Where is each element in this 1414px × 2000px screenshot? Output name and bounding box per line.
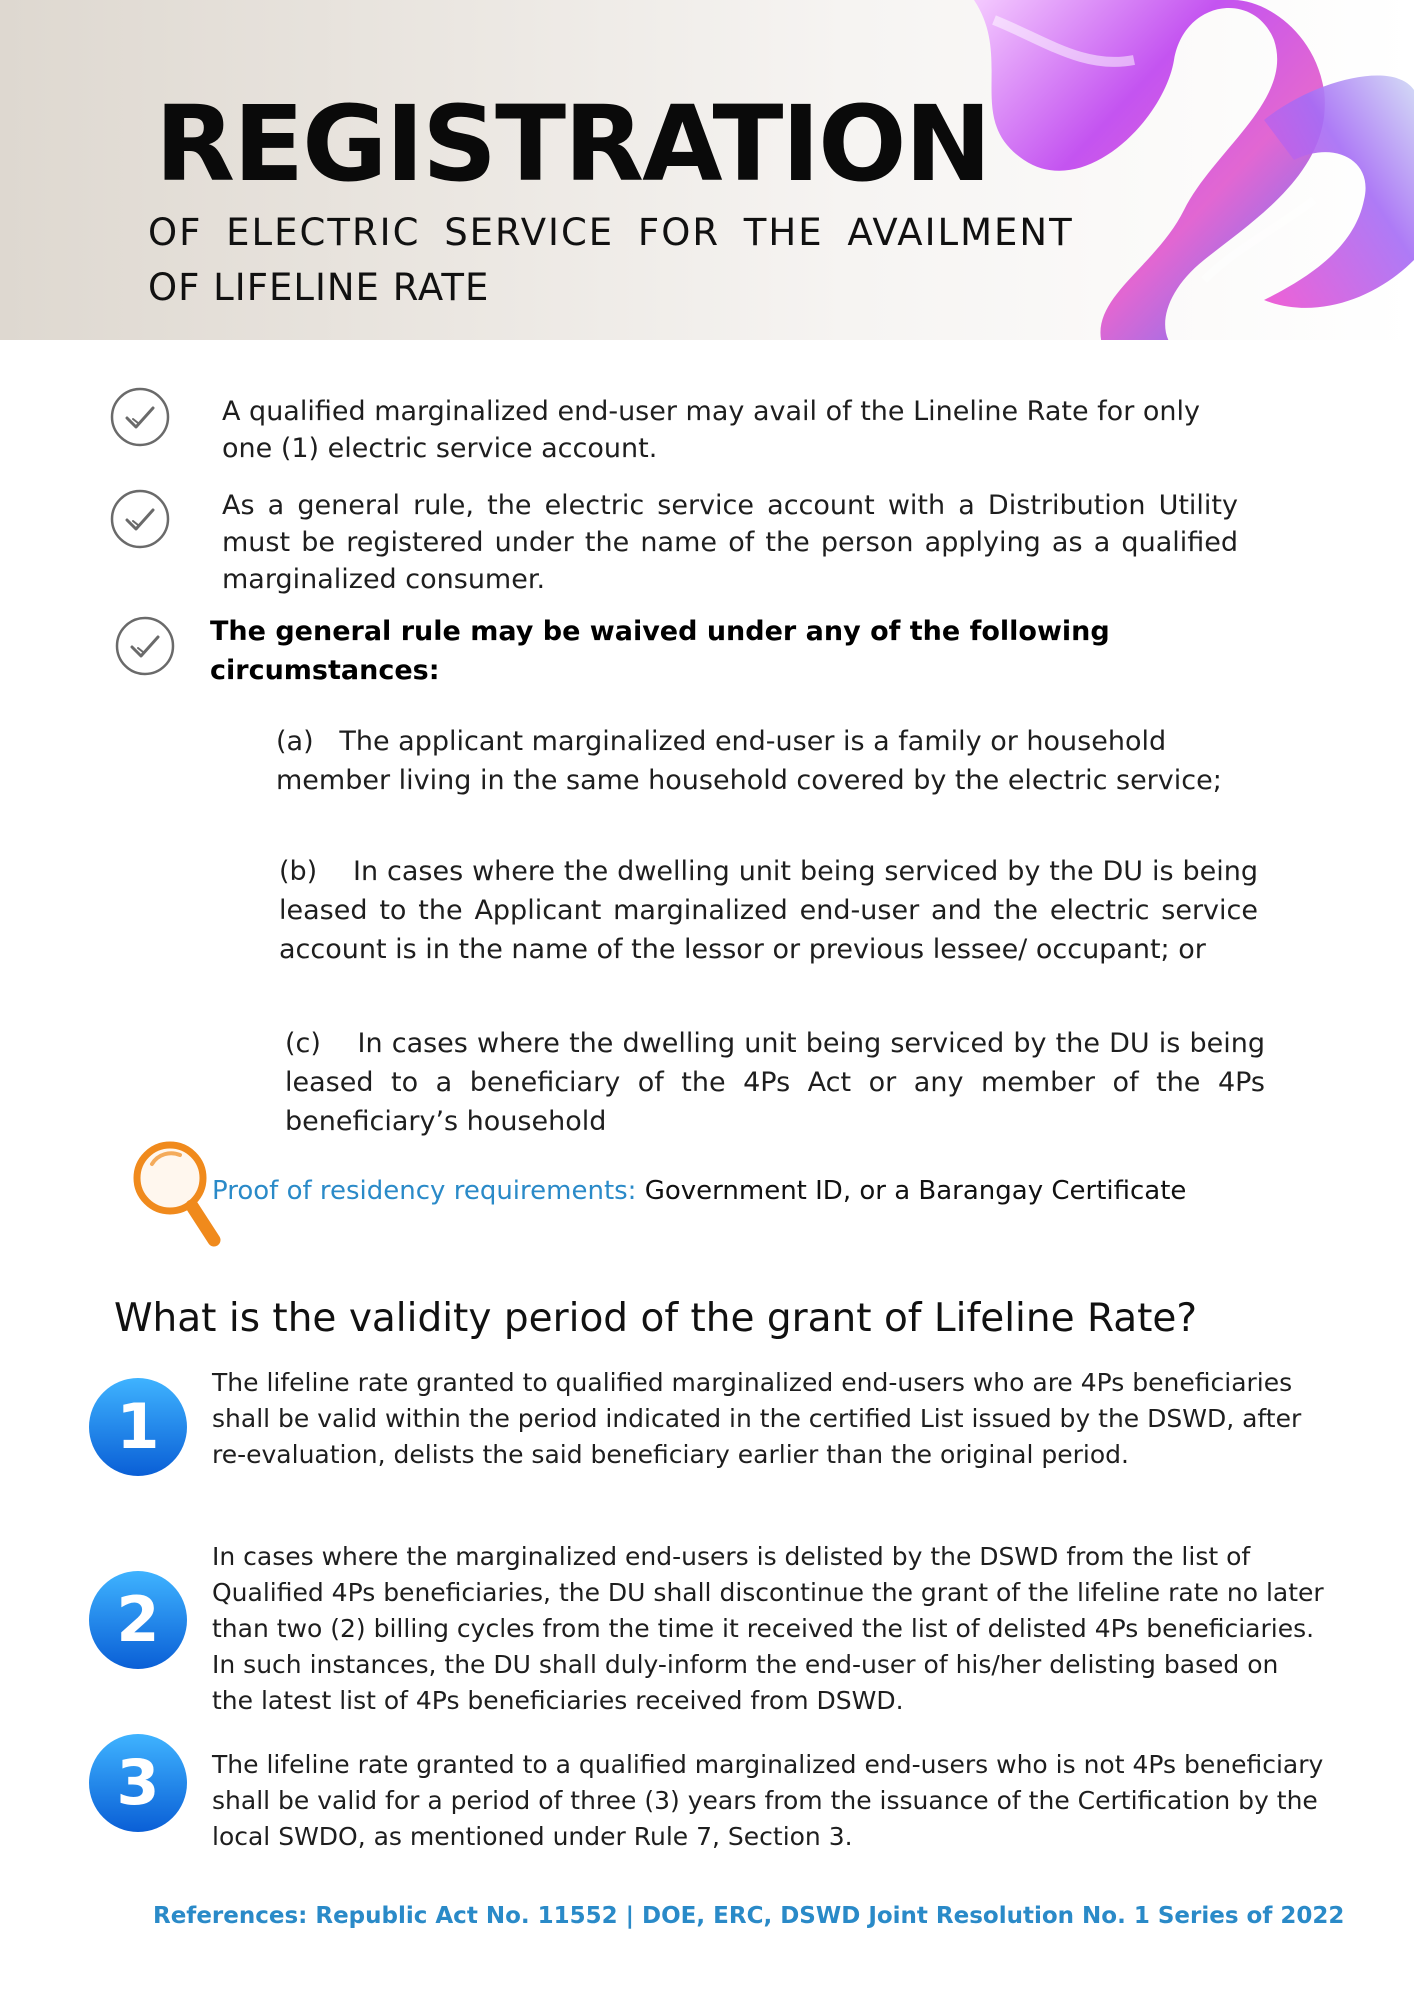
references: References: Republic Act No. 11552 | DOE, ERC, DSWD Joint Resolution No. 1 Series of 2022 bbox=[153, 1903, 1345, 1929]
point-text-1: A qualified marginalized end-user may avail of the Lineline Rate for only one (1) electric service account. bbox=[222, 396, 1200, 464]
number-badge-1-label: 1 bbox=[116, 1390, 160, 1463]
circumstance-a bbox=[276, 722, 1236, 800]
check-circle-icon bbox=[114, 615, 176, 677]
circumstance-c-label: (c) bbox=[285, 1028, 321, 1059]
page-subtitle-line-1: OF ELECTRIC SERVICE FOR THE AVAILMENT bbox=[148, 211, 1074, 254]
point-text-3: The general rule may be waived under any of the following circumstances: bbox=[210, 616, 1110, 686]
number-badge-1 bbox=[88, 1377, 188, 1477]
validity-text-1: The lifeline rate granted to qualified marginalized end-users who are 4Ps beneficiaries shall be valid within the period indicated in the certified List issued by the DSWD, after re-evaluation, delists the said beneficiary earlier than the original period. bbox=[212, 1368, 1302, 1469]
validity-text-2: In cases where the marginalized end-users is delisted by the DSWD from the list of Qualified 4Ps beneficiaries, the DU shall discontinue the grant of the lifeline rate no later than two (2) billing cycles from the time it received the list of delisted 4Ps beneficiaries. In such instances, the DU shall duly-inform the end-user of his/her delisting based on the latest list of 4Ps beneficiaries received from DSWD. bbox=[212, 1542, 1324, 1715]
circumstance-b-text: In cases where the dwelling unit being serviced by the DU is being leased to the Applicant marginalized end-user and the electric service account is in the name of the lessor or previous lessee/ occupant; or bbox=[279, 856, 1258, 965]
page-title: REGISTRATION bbox=[155, 83, 990, 205]
point-text-2: As a general rule, the electric service account with a Distribution Utility must be registered under the name of the person applying as a qualified marginalized consumer. bbox=[222, 490, 1238, 595]
validity-heading: What is the validity period of the grant of Lifeline Rate? bbox=[114, 1296, 1198, 1341]
header-banner bbox=[0, 0, 1414, 340]
check-circle-icon bbox=[109, 386, 171, 448]
circumstance-a-text: The applicant marginalized end-user is a family or household member living in the same household covered by the electric service; bbox=[276, 726, 1222, 796]
circumstance-c-text: In cases where the dwelling unit being serviced by the DU is being leased to a beneficiary of the 4Ps Act or any member of the 4Ps beneficiary’s household bbox=[285, 1028, 1265, 1137]
abstract-ribbon-decoration bbox=[934, 0, 1414, 340]
proof-label: Proof of residency requirements: bbox=[212, 1176, 637, 1206]
circumstance-b-label: (b) bbox=[279, 856, 318, 887]
validity-text-3: The lifeline rate granted to a qualified marginalized end-users who is not 4Ps beneficiary shall be valid for a period of three (3) years from the issuance of the Certification by the local SWDO, as mentioned under Rule 7, Section 3. bbox=[212, 1750, 1324, 1851]
number-badge-2-label: 2 bbox=[116, 1583, 160, 1656]
number-badge-3-label: 3 bbox=[116, 1746, 160, 1819]
circumstance-b bbox=[279, 852, 1258, 969]
check-circle-icon bbox=[109, 488, 171, 550]
circumstance-c bbox=[285, 1024, 1265, 1141]
page-subtitle-line-2: OF LIFELINE RATE bbox=[148, 266, 490, 309]
number-badge-2 bbox=[88, 1570, 188, 1670]
proof-value: Government ID, or a Barangay Certificate bbox=[644, 1176, 1187, 1206]
circumstance-a-label: (a) bbox=[276, 726, 314, 757]
number-badge-3 bbox=[88, 1733, 188, 1833]
proof-of-residency bbox=[212, 1176, 1186, 1206]
